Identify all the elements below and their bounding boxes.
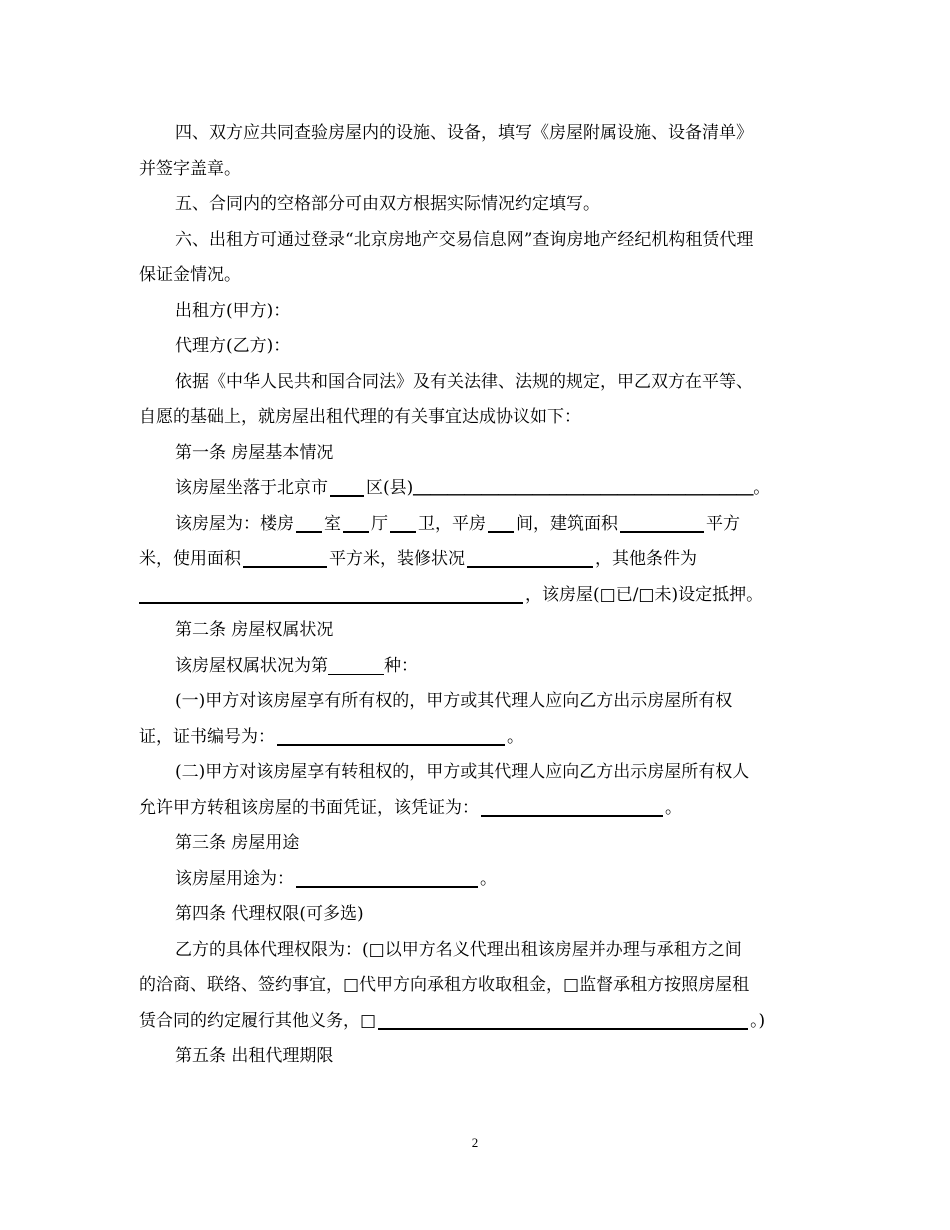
text: 。): [750, 1010, 766, 1031]
article-1-location-line: [139, 471, 811, 507]
article-2-option1-line1: (一)甲方对该房屋享有所有权的，甲方或其代理人应向乙方出示房屋所有权: [175, 691, 733, 711]
article-2-heading: 第二条 房屋权属状况: [175, 620, 334, 640]
text: 赁合同的约定履行其他义务，□: [139, 1010, 377, 1031]
agent-label: 代理方(乙方)：: [175, 336, 291, 356]
paragraph-5: 五、合同内的空格部分可由双方根据实际情况约定填写。: [175, 194, 600, 214]
address-blank[interactable]: ＿＿＿＿＿＿＿＿＿＿＿＿＿＿＿＿＿＿＿＿: [413, 478, 754, 498]
halls-blank[interactable]: [343, 513, 369, 533]
other-authority-blank[interactable]: [378, 1010, 748, 1030]
text: 允许甲方转租该房屋的书面凭证，该凭证为：: [139, 797, 479, 818]
article-4-line2: 的洽商、联络、签约事宜，□代甲方向承租方收取租金，□监督承租方按照房屋租: [139, 975, 750, 995]
text: 区(县): [366, 478, 414, 498]
baths-blank[interactable]: [390, 513, 416, 533]
article-2-option1-line2: [139, 720, 811, 756]
text: 平方: [706, 513, 740, 534]
usage-blank[interactable]: [296, 868, 478, 888]
text: 该房屋坐落于北京市: [175, 478, 328, 498]
text: 。: [507, 726, 524, 747]
article-3-heading: 第三条 房屋用途: [175, 833, 300, 853]
text: 间，建筑面积: [516, 513, 618, 534]
paragraph-4-line2: 并签字盖章。: [139, 158, 241, 179]
document-body: [139, 116, 811, 1075]
article-1-area-line: [139, 542, 811, 578]
certificate-number-blank[interactable]: [277, 726, 505, 746]
article-4-heading: 第四条 代理权限(可多选): [175, 904, 364, 924]
building-area-blank[interactable]: [620, 513, 704, 533]
preamble-line2: 自愿的基础上，就房屋出租代理的有关事宜达成协议如下：: [139, 407, 581, 427]
text: 室: [324, 513, 341, 534]
text: 该房屋权属状况为第: [175, 655, 328, 676]
paragraph-4-line1: 四、双方应共同查验房屋内的设施、设备，填写《房屋附属设施、设备清单》: [175, 123, 753, 143]
page-number: 2: [471, 1135, 479, 1150]
text: ，其他条件为: [595, 549, 697, 569]
article-2-option2-line2: [139, 791, 811, 827]
text: ，该房屋(□已/□未)设定抵押。: [525, 584, 764, 605]
article-2-type-line: [139, 649, 811, 685]
article-5-heading: 第五条 出租代理期限: [175, 1046, 334, 1066]
article-2-option2-line1: (二)甲方对该房屋享有转租权的，甲方或其代理人应向乙方出示房屋所有权人: [175, 762, 750, 782]
lessor-label: 出租方(甲方)：: [175, 300, 291, 321]
text: 。: [480, 868, 497, 889]
decoration-blank[interactable]: [467, 548, 593, 568]
text: 该房屋为：楼房: [175, 513, 294, 534]
article-3-use-line: [139, 862, 811, 898]
voucher-blank[interactable]: [481, 797, 663, 817]
text: 种：: [384, 655, 418, 676]
paragraph-6-line2: 保证金情况。: [139, 265, 241, 285]
rooms-blank[interactable]: [296, 513, 322, 533]
district-blank[interactable]: [330, 477, 364, 497]
text: 卫，平房: [418, 513, 486, 534]
other-conditions-blank[interactable]: [139, 584, 523, 604]
paragraph-6-line1: 六、出租方可通过登录“北京房地产交易信息网”查询房地产经纪机构租赁代理: [175, 229, 754, 250]
text: 厅: [371, 513, 388, 534]
article-4-line1: 乙方的具体代理权限为：(□以甲方名义代理出租该房屋并办理与承租方之间: [175, 939, 742, 960]
bungalow-rooms-blank[interactable]: [488, 513, 514, 533]
text: 。: [753, 478, 771, 498]
text: 证，证书编号为：: [139, 726, 275, 747]
text: 。: [665, 797, 682, 818]
preamble-line1: 依据《中华人民共和国合同法》及有关法律、法规的规定，甲乙双方在平等、: [175, 371, 753, 392]
text: 平方米，装修状况: [329, 549, 465, 569]
article-1-layout-line: [139, 507, 811, 543]
article-1-mortgage-line: [139, 578, 811, 614]
article-1-heading: 第一条 房屋基本情况: [175, 442, 334, 463]
usable-area-blank[interactable]: [243, 548, 327, 568]
text: 米，使用面积: [139, 549, 241, 569]
text: 该房屋用途为：: [175, 868, 294, 889]
ownership-type-blank[interactable]: [328, 656, 384, 675]
article-4-line3: [139, 1004, 811, 1040]
